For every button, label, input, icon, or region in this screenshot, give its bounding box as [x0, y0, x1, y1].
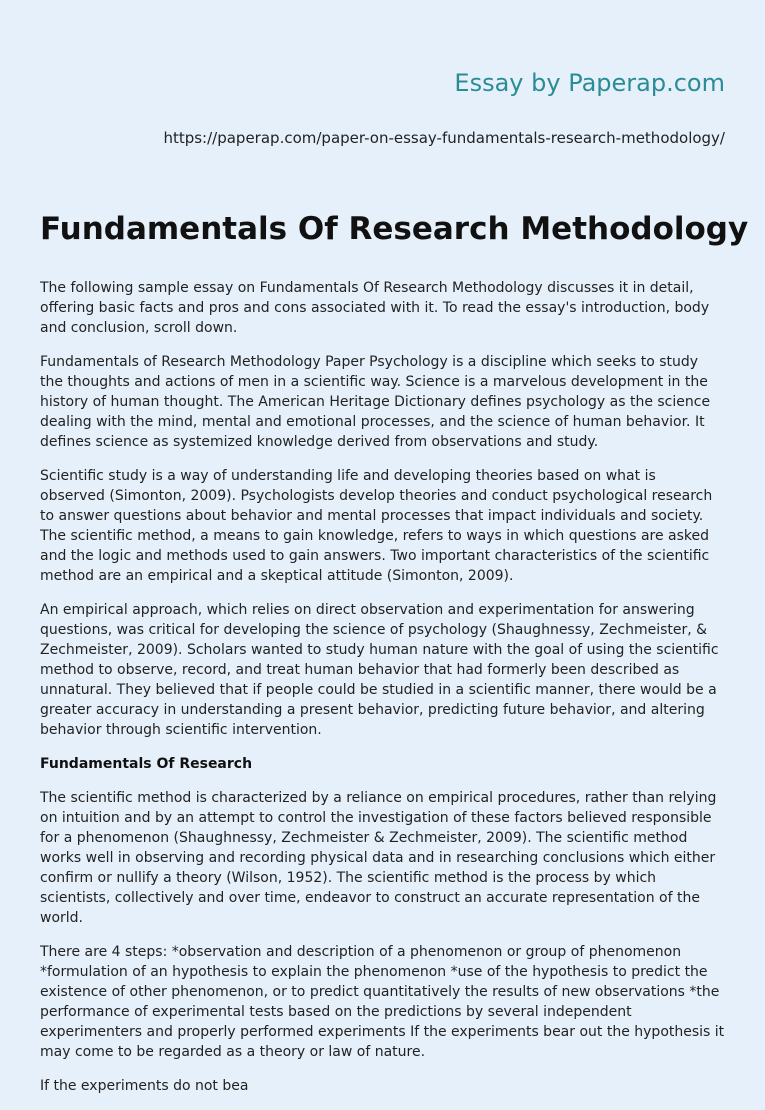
- article-title: Fundamentals Of Research Methodology: [40, 211, 749, 247]
- body-paragraph-4: The scientific method is characterized by a reliance on empirical procedures, rather than relying on intuition and by an attempt to control the investigation of these factors believed responsible for a phenomenon (Shaughnessy, Zechmeister & Zechmeister, 2009). The scientific method works well in observing and recording physical data and in researching conclusions which either confirm or nullify a theory (Wilson, 1952). The scientific method is the process by which scientists, collectively and over time, endeavor to construct an accurate representation of the world.: [40, 790, 717, 926]
- body-paragraph-6: If the experiments do not bea: [40, 1078, 249, 1094]
- source-url[interactable]: https://paperap.com/paper-on-essay-fundamentals-research-methodology/: [163, 129, 725, 147]
- body-paragraph-5: There are 4 steps: *observation and description of a phenomenon or group of phenomenon *formulation of an hypothesis to explain the phenomenon *use of the hypothesis to predict the existence of other phenomenon, or to predict quantitatively the results of new observations *the performance of experimental tests based on the predictions by several independent experimenters and properly performed experiments If the experiments bear out the hypothesis it may come to be regarded as a theory or law of nature.: [40, 944, 725, 1060]
- intro-paragraph: The following sample essay on Fundamentals Of Research Methodology discusses it in detail, offering basic facts and pros and cons associated with it. To read the essay's introduction, body and conclusion, scroll down.: [40, 280, 710, 336]
- article-body: [40, 278, 725, 1110]
- body-paragraph-2: Scientific study is a way of understanding life and developing theories based on what is observed (Simonton, 2009). Psychologists develop theories and conduct psychological research to answer questions about behavior and mental processes that impact individuals and society. The scientific method, a means to gain knowledge, refers to ways in which questions are asked and the logic and methods used to gain answers. Two important characteristics of the scientific method are an empirical and a skeptical attitude (Simonton, 2009).: [40, 468, 713, 584]
- body-paragraph-3: An empirical approach, which relies on direct observation and experimentation for answering questions, was critical for developing the science of psychology (Shaughnessy, Zechmeister, & Zechmeister, 2009). Scholars wanted to study human nature with the goal of using the scientific method to observe, record, and treat human behavior that had formerly been described as unnatural. They believed that if people could be studied in a scientific manner, there would be a greater accuracy in understanding a present behavior, predicting future behavior, and altering behavior through scientific intervention.: [40, 602, 719, 738]
- site-brand[interactable]: Essay by Paperap.com: [454, 69, 725, 97]
- body-paragraph-1: Fundamentals of Research Methodology Paper Psychology is a discipline which seeks to study the thoughts and actions of men in a scientific way. Science is a marvelous development in the history of human thought. The American Heritage Dictionary defines psychology as the science dealing with the mind, mental and emotional processes, and the science of human behavior. It defines science as systemized knowledge derived from observations and study.: [40, 354, 711, 450]
- section-subheading: Fundamentals Of Research: [40, 756, 253, 772]
